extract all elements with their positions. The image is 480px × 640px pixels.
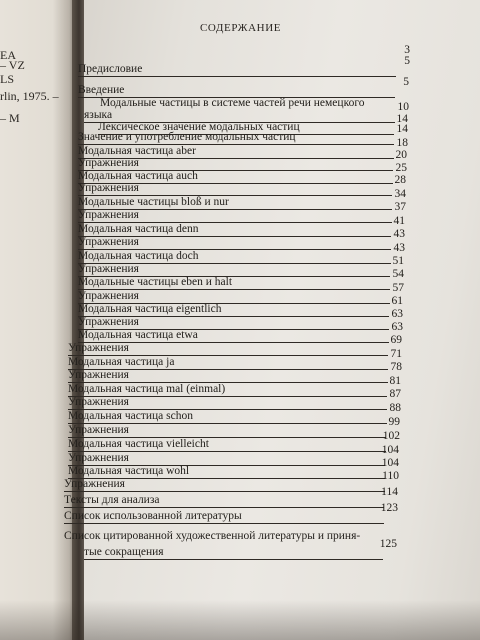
toc-entry — [78, 55, 410, 77]
toc-entry-page-number: 43 — [393, 228, 405, 240]
toc-entry-page-number: 99 — [388, 416, 400, 428]
toc-entry-title: Список использованной литературы — [64, 510, 242, 522]
toc-entry-page-number: 114 — [381, 486, 398, 498]
toc-entry-title: Модальная частица wohl — [68, 465, 190, 477]
toc-entry-title: Значение и употребление модальных частиц — [78, 131, 296, 143]
toc-entry-page-number: 37 — [394, 201, 406, 213]
toc-entry-title: Упражнения — [68, 452, 129, 464]
toc-entry-page-number: 123 — [380, 502, 398, 514]
toc-entry-title: Модальные частицы eben и halt — [78, 276, 233, 288]
toc-entry-page-number: 63 — [391, 308, 403, 320]
toc-entry-title: Упражнения — [78, 209, 139, 221]
toc-entry-page-number: 125 — [379, 538, 397, 550]
toc-entry-title: Упражнения — [78, 236, 139, 248]
toc-entry-title: Упражнения — [64, 478, 125, 490]
toc-entry-title: Модальная частица vielleicht — [68, 438, 209, 450]
toc-entry-title: Модальная частица aber — [78, 145, 196, 157]
toc-entry-title: Список цитированной художественной литературы и приня- — [64, 530, 361, 542]
toc-entry-title: Упражнения — [68, 342, 129, 354]
toc-entry-page-number: 14 — [396, 123, 408, 135]
toc-entry-page-number: 88 — [389, 402, 401, 414]
toc-leader-line — [64, 523, 384, 524]
toc-entry-page-number: 104 — [381, 457, 399, 469]
toc-entry-title: Модальная частица ja — [68, 356, 175, 368]
table-surface — [0, 600, 480, 640]
toc-entry — [64, 502, 398, 524]
toc-entry-page-number: 5 — [403, 76, 409, 88]
toc-entry-page-number: 54 — [392, 268, 404, 280]
toc-entry-title: Упражнения — [78, 316, 139, 328]
toc-leader-line — [84, 559, 383, 560]
toc-entry-page-number: 41 — [393, 215, 405, 227]
toc-entry-page-number: 81 — [389, 375, 401, 387]
toc-entry-page-number: 20 — [395, 149, 407, 161]
toc-entry-page-number: 51 — [392, 255, 404, 267]
toc-entry — [78, 44, 410, 58]
toc-entry-title: Модальная частица schon — [68, 410, 193, 422]
toc-leader-line — [78, 76, 396, 77]
toc-entry-title: Упражнения — [78, 263, 139, 275]
toc-entry-title: Тексты для анализа — [64, 494, 160, 506]
toc-entry-page-number: 14 — [396, 113, 408, 125]
toc-entry-page-number: 25 — [395, 162, 407, 174]
toc-entry — [64, 530, 398, 544]
toc-entry-page-number: 10 — [397, 101, 409, 113]
toc-entry-title: Модальная частица eigentlich — [78, 303, 222, 315]
toc-entry-page-number: 18 — [396, 137, 408, 149]
toc-entry-title: Лексическое значение модальных частиц — [98, 121, 300, 133]
toc-entry-page-number: 63 — [391, 321, 403, 333]
toc-entry — [64, 486, 398, 508]
toc-entry-page-number: 3 — [404, 44, 410, 56]
toc-entry-title: языка — [84, 109, 113, 121]
left-page-text-fragment: rlin, 1975. – — [0, 89, 59, 103]
toc-entry-page-number: 69 — [390, 334, 402, 346]
toc-entry-title: Модальные частицы в системе частей речи немецкого — [100, 97, 365, 109]
left-page-text-fragment: – M — [0, 111, 20, 125]
toc-leader-line — [64, 507, 384, 508]
toc-entry-title: Модальная частица denn — [78, 223, 199, 235]
toc-entry-title: Упражнения — [68, 369, 129, 381]
page-title: СОДЕРЖАНИЕ — [200, 22, 282, 34]
toc-entry-title: Упражнения — [68, 424, 129, 436]
toc-entry-page-number: 78 — [390, 361, 402, 373]
toc-leader-line — [64, 491, 385, 492]
toc-entry-title: Введение — [78, 84, 125, 96]
toc-entry-title: Модальные частицы bloß и nur — [78, 196, 229, 208]
toc-entry-page-number: 43 — [393, 242, 405, 254]
toc-entry-page-number: 57 — [392, 282, 404, 294]
toc-entry — [78, 76, 409, 98]
toc-entry-title: Модальная частица doch — [78, 250, 199, 262]
toc-entry-title: тые сокращения — [84, 546, 164, 558]
toc-entry-title: Модальная частица auch — [78, 170, 198, 182]
toc-entry-title: Модальная частица mal (einmal) — [68, 383, 226, 395]
toc-entry — [84, 538, 397, 560]
toc-entry-title: Упражнения — [78, 157, 139, 169]
left-page-text-fragment: EA — [0, 48, 16, 62]
toc-entry-title: Предисловие — [78, 63, 143, 75]
toc-entry-page-number: 34 — [394, 188, 406, 200]
toc-entry-page-number: 71 — [390, 348, 402, 360]
left-page-text-fragment: – VZ — [0, 58, 25, 72]
toc-entry-page-number: 5 — [404, 55, 410, 67]
toc-entry-page-number: 102 — [382, 430, 400, 442]
toc-entry-page-number: 110 — [382, 470, 399, 482]
toc-entry-page-number: 28 — [394, 174, 406, 186]
left-page-text-fragment: LS — [0, 72, 15, 86]
toc-entry-title: Модальная частица etwa — [78, 329, 198, 341]
toc-entry-title: Упражнения — [78, 290, 139, 302]
left-page — [0, 0, 77, 640]
toc-entry-page-number: 61 — [391, 295, 403, 307]
toc-entry-title: Упражнения — [78, 182, 139, 194]
toc-entry-page-number: 87 — [389, 388, 401, 400]
toc-entry-page-number: 104 — [381, 444, 399, 456]
toc-entry-title: Упражнения — [68, 396, 129, 408]
